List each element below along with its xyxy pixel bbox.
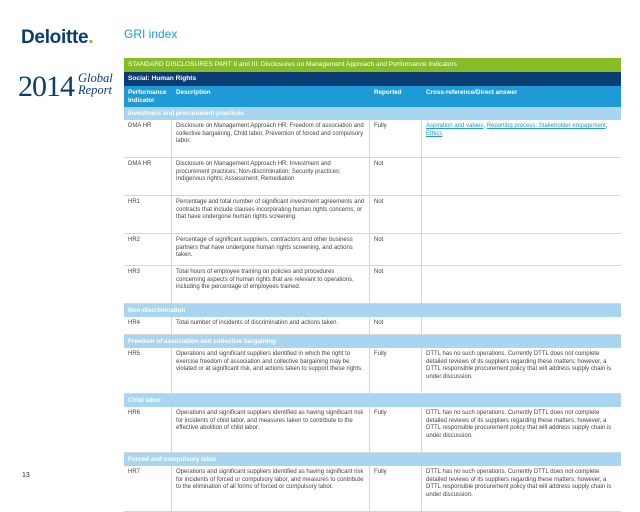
reported-cell: Not — [370, 196, 422, 233]
report-word-global: Global — [78, 71, 113, 85]
table-header — [124, 86, 621, 107]
reported-cell: Not — [370, 234, 422, 265]
gri-table — [124, 58, 621, 512]
reported-cell: Not — [370, 158, 422, 195]
table-row — [124, 196, 621, 234]
logo-dot: . — [88, 27, 94, 48]
indicator-cell: HR2 — [124, 234, 172, 265]
reported-cell: Not — [370, 317, 422, 334]
page-number: 13 — [22, 472, 30, 479]
crossref-cell — [422, 317, 621, 334]
col-header-description: Description — [176, 89, 211, 96]
crossref-cell — [422, 266, 621, 303]
section-header: Child labor — [124, 394, 621, 407]
page-title: GRI index — [124, 27, 178, 41]
description-cell: Total number of incidents of discrimination and actions taken. — [172, 317, 370, 334]
section-header: Investment and procurement practices — [124, 107, 621, 120]
crossref-link[interactable]: Ethics — [426, 130, 443, 137]
table-row — [124, 317, 621, 335]
description-cell: Percentage of significant suppliers, contractors and other business partners that have undergone human rights screening, and actions taken. — [172, 234, 370, 265]
deloitte-logo — [21, 27, 93, 49]
table-body — [124, 107, 621, 512]
indicator-cell: HR5 — [124, 348, 172, 393]
section-header: Forced and compulsory labor — [124, 453, 621, 466]
col-header-indicator: Performance Indicator — [128, 89, 167, 104]
indicator-cell: HR6 — [124, 407, 172, 452]
crossref-cell: Aspiration and values, Reporting process: Stakeholder engagement, Ethics — [426, 123, 608, 137]
logo-text: Deloitte — [21, 27, 89, 48]
table-row — [124, 120, 621, 158]
indicator-cell: HR1 — [124, 196, 172, 233]
table-row — [124, 234, 621, 266]
table-row — [124, 407, 621, 453]
reported-cell: Fully — [370, 407, 422, 452]
table-row — [124, 348, 621, 394]
description-cell: Total hours of employee training on policies and procedures concerning aspects of human rights that are relevant to operations, including the percentage of employees trained. — [172, 266, 370, 303]
description-cell: Disclosure on Management Approach HR: Investment and procurement practices; Non-discrimination; Security practices; Indigenous rights; Assessment; Remediation — [172, 158, 370, 195]
section-header: Non-discrimination — [124, 304, 621, 317]
crossref-link[interactable]: Reporting process: Stakeholder engagement — [486, 123, 606, 129]
section-header: Freedom of association and collective bargaining — [124, 335, 621, 348]
table-row — [124, 266, 621, 304]
reported-cell: Fully — [370, 466, 422, 511]
table-row — [124, 158, 621, 196]
indicator-cell: HR3 — [124, 266, 172, 303]
indicator-cell: DMA HR — [124, 120, 172, 157]
table-subbanner: Social: Human Rights — [124, 72, 621, 86]
indicator-cell: DMA HR — [124, 158, 172, 195]
description-cell: Disclosure on Management Approach HR: Freedom of association and collective bargaining, Child labor, Prevention of forced and compulsory labor. — [172, 120, 370, 157]
crossref-cell: DTTL has no such operations. Currently DTTL does not complete detailed reviews of its suppliers regarding these matters; however, a DTTL responsible procurement policy that will address supply chain is under discussion. — [426, 469, 612, 498]
crossref-cell — [422, 158, 621, 195]
indicator-cell: HR4 — [124, 317, 172, 334]
description-cell: Operations and significant suppliers identified as having significant risk for incidents of child labor, and measures taken to contribute to the effective abolition of child labor. — [172, 407, 370, 452]
global-report-logo — [18, 70, 113, 104]
reported-cell: Fully — [370, 120, 422, 157]
reported-cell: Not — [370, 266, 422, 303]
description-cell: Operations and significant suppliers identified in which the right to exercise freedom of association and collective bargaining may be violated or at significant risk, and actions taken to support these rights. — [172, 348, 370, 393]
indicator-cell: HR7 — [124, 466, 172, 511]
description-cell: Percentage and total number of significant investment agreements and contracts that include clauses incorporating human rights concerns, or that have undergone human rights screening. — [172, 196, 370, 233]
crossref-cell — [422, 196, 621, 233]
crossref-link[interactable]: Aspiration and values — [426, 123, 484, 129]
report-word-report: Report — [78, 83, 113, 97]
col-header-crossref: Cross-reference/Direct answer — [426, 89, 518, 96]
crossref-cell: DTTL has no such operations. Currently DTTL does not complete detailed reviews of its suppliers regarding these matters; however, a DTTL responsible procurement policy that will address supply chain is under discussion. — [426, 351, 612, 380]
col-header-reported: Reported — [374, 89, 402, 96]
crossref-cell — [422, 234, 621, 265]
report-year: 2014 — [18, 70, 74, 103]
reported-cell: Fully — [370, 348, 422, 393]
description-cell: Operations and significant suppliers identified as having significant risk for incidents of forced or compulsory labor, and measures to contribute to the elimination of all forms of forced or compulsory labor. — [172, 466, 370, 511]
table-banner: STANDARD DISCLOSURES PART II and III: Disclosures on Management Approach and Performance Indicators — [124, 58, 621, 72]
crossref-cell: DTTL has no such operations. Currently DTTL does not complete detailed reviews of its suppliers regarding these matters; however, a DTTL responsible procurement policy that will address supply chain is under discussion. — [426, 410, 612, 439]
table-row — [124, 466, 621, 512]
